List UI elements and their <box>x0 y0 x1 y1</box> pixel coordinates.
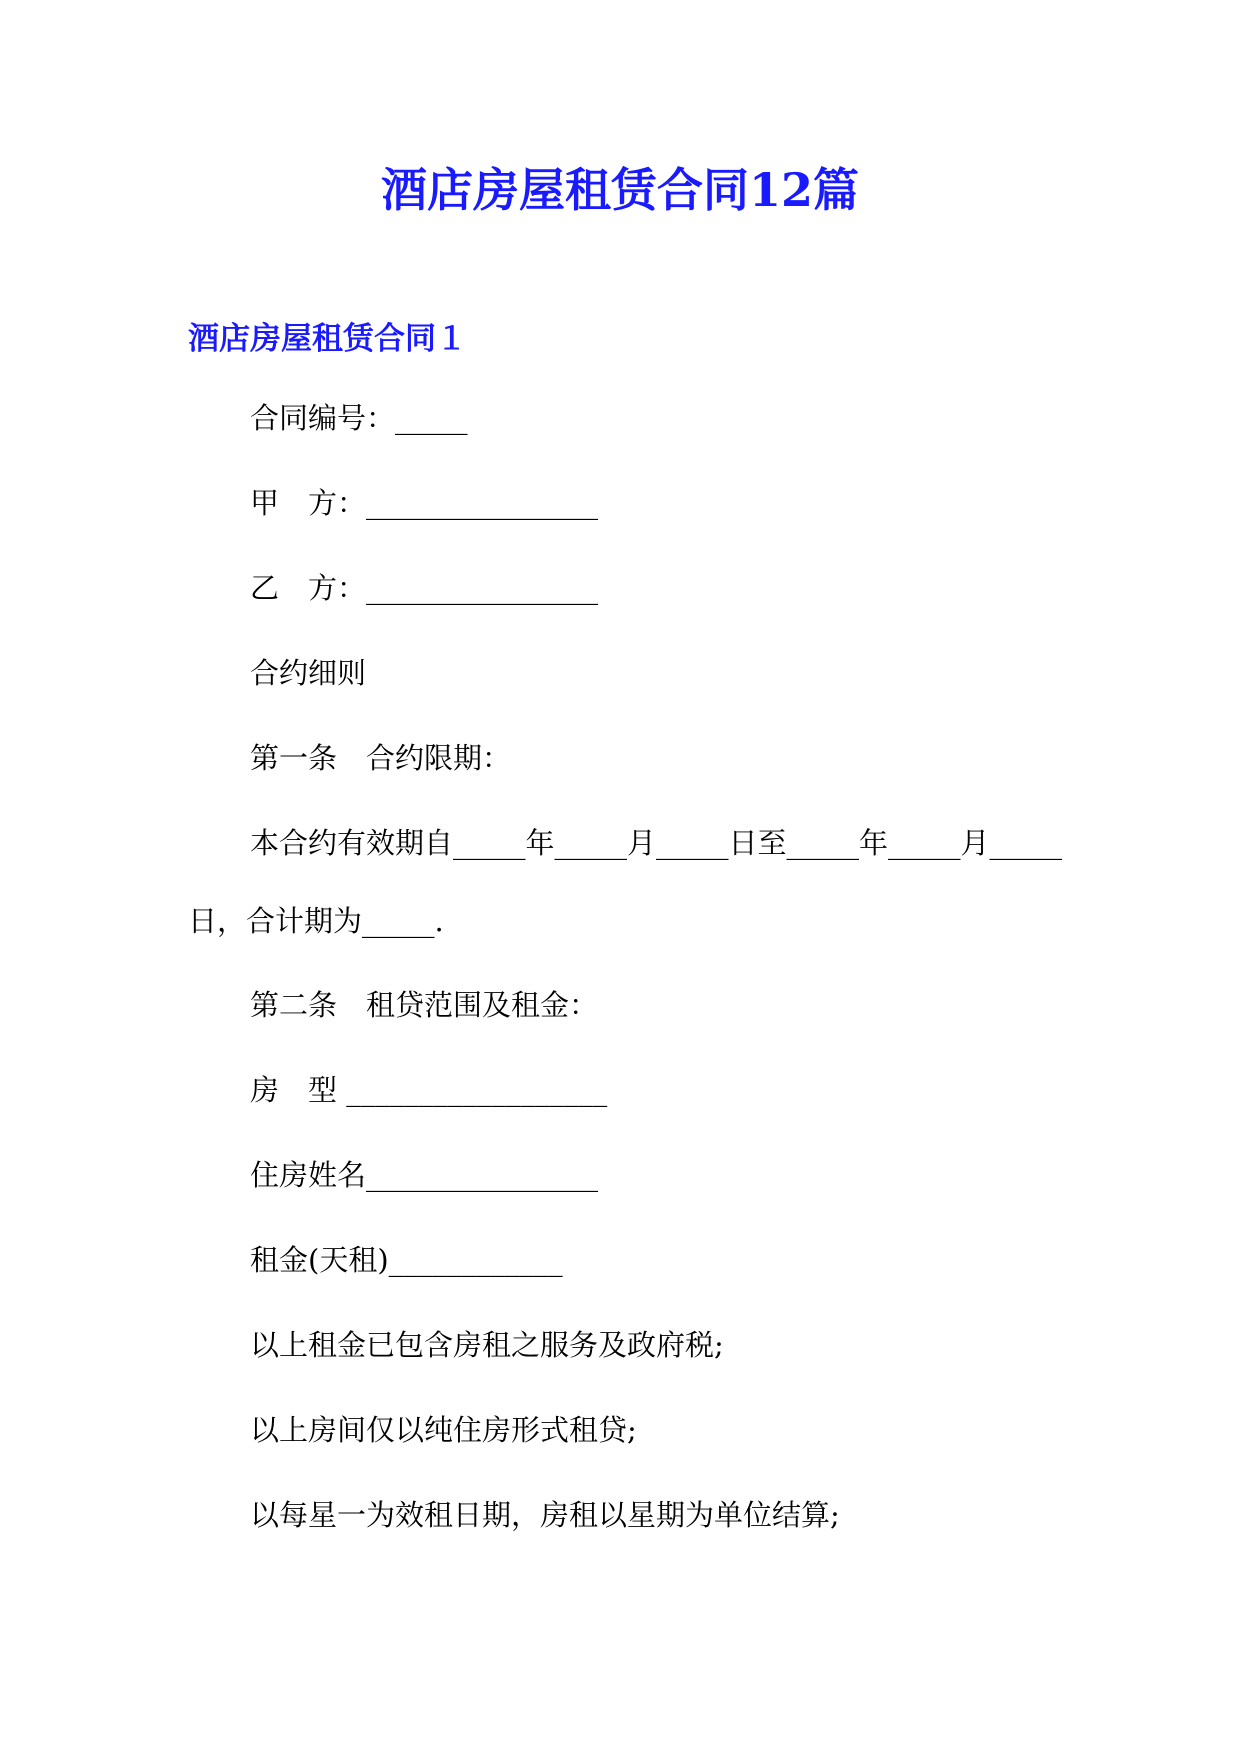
rent-includes-paragraph: 以上租金已包含房租之服务及政府税; <box>250 1328 724 1362</box>
article-two-heading: 第二条 租贷范围及租金： <box>250 988 599 1022</box>
party-a-line: 甲 方：________________ <box>250 486 599 520</box>
party-b-line: 乙 方：________________ <box>250 571 599 605</box>
room-usage-paragraph: 以上房间仅以纯住房形式租贷; <box>250 1413 637 1447</box>
weekly-billing-paragraph: 以每星一为效租日期，房租以星期为单位结算; <box>250 1498 840 1532</box>
room-type-line: 房 型 __________________ <box>250 1073 608 1107</box>
section-heading: 酒店房屋租赁合同１ <box>188 321 467 357</box>
contract-number-line: 合同编号：_____ <box>250 401 468 435</box>
guest-name-line: 住房姓名________________ <box>250 1158 599 1192</box>
daily-rent-line: 租金(天租)____________ <box>250 1243 563 1277</box>
document-title: 酒店房屋租赁合同12篇 <box>380 163 859 217</box>
validity-period-paragraph: 本合约有效期自_____年_____月_____日至_____年_____月_____日，合计期为_____. <box>188 826 1063 938</box>
contract-details-heading: 合约细则 <box>250 656 367 690</box>
article-one-heading: 第一条 合约限期： <box>250 741 512 775</box>
